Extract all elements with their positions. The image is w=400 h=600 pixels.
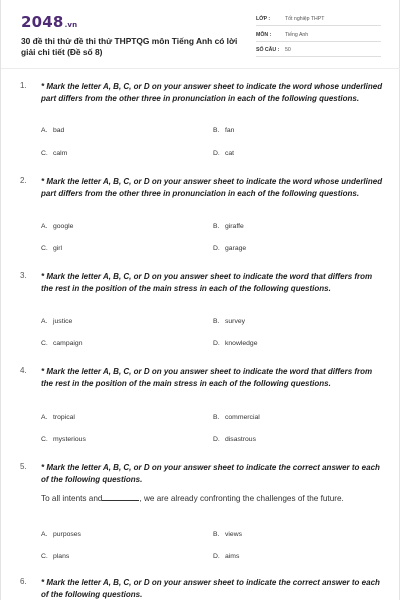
question-instruction: * Mark the letter A, B, C, or D on your answer sheet to indicate the correct answer to each of the following questions. <box>41 463 380 484</box>
meta-subject-value: Tiếng Anh <box>285 32 309 38</box>
meta-count-row <box>256 44 381 57</box>
option-b[interactable]: B. fan <box>213 127 235 134</box>
option-d[interactable]: D. disastrous <box>213 436 256 443</box>
option-a[interactable]: A. tropical <box>41 414 75 421</box>
question-number: 3. <box>20 271 27 280</box>
option-c[interactable]: C. calm <box>41 150 68 157</box>
header-divider <box>1 68 400 69</box>
answer-blank <box>102 494 139 501</box>
option-b[interactable]: B. survey <box>213 318 246 325</box>
question-instruction: * Mark the letter A, B, C, or D on you answer sheet to indicate the word that differs from the rest in the position of the main stress in each of the following questions. <box>41 272 373 293</box>
document-title: 30 đề thi thử đề thi thử THPTQG môn Tiếng Anh có lời giải chi tiết (Đề số 8) <box>21 36 238 57</box>
option-b[interactable]: B. giraffe <box>213 223 244 230</box>
option-a[interactable]: A. justice <box>41 318 73 325</box>
option-c[interactable]: C. plans <box>41 553 70 560</box>
question-number: 5. <box>20 462 27 471</box>
site-logo[interactable] <box>21 13 77 31</box>
option-d[interactable]: D. knowledge <box>213 340 258 347</box>
meta-subject-label: MÔN : <box>256 32 272 38</box>
question-sentence <box>41 493 371 505</box>
option-b[interactable]: B. views <box>213 531 242 538</box>
meta-count-value: 50 <box>285 47 291 53</box>
question-instruction: * Mark the letter A, B, C, or D on you answer sheet to indicate the word that differs from the rest in the position of the main stress in each of the following questions. <box>41 367 373 388</box>
question-number: 6. <box>20 577 27 586</box>
question-instruction: * Mark the letter A, B, C, or D on your answer sheet to indicate the correct answer to each of the following questions. <box>41 578 380 599</box>
option-b[interactable]: B. commercial <box>213 414 260 421</box>
option-c[interactable]: C. mysterious <box>41 436 86 443</box>
page-header <box>1 0 400 66</box>
sentence-end: , we are already confronting the challenges of the future. <box>139 494 344 503</box>
question-instruction: * Mark the letter A, B, C, or D on your answer sheet to indicate the word whose underlined part differs from the other three in pronunciation in each of the following questions. <box>41 177 383 198</box>
question-number: 4. <box>20 366 27 375</box>
question-instruction: * Mark the letter A, B, C, or D on your answer sheet to indicate the word whose underlined part differs from the other three in pronunciation in each of the following questions. <box>41 82 383 103</box>
option-d[interactable]: D. garage <box>213 245 247 252</box>
option-d[interactable]: D. aims <box>213 553 240 560</box>
meta-count-label: SỐ CÂU : <box>256 47 280 53</box>
option-c[interactable]: C. campaign <box>41 340 83 347</box>
option-d[interactable]: D. cat <box>213 150 235 157</box>
logo-suffix: .vn <box>64 21 78 29</box>
meta-subject-row <box>256 29 381 42</box>
meta-class-value: Tốt nghiệp THPT <box>285 16 325 22</box>
logo-text: 2048 <box>21 13 64 31</box>
option-c[interactable]: C. girl <box>41 245 63 252</box>
meta-class-label: LỚP : <box>256 16 271 22</box>
question-number: 1. <box>20 81 27 90</box>
question-number: 2. <box>20 176 27 185</box>
sentence-start: To all intents and <box>41 494 103 503</box>
option-a[interactable]: A. bad <box>41 127 65 134</box>
option-a[interactable]: A. google <box>41 223 74 230</box>
option-a[interactable]: A. purposes <box>41 531 81 538</box>
meta-class-row <box>256 13 381 26</box>
